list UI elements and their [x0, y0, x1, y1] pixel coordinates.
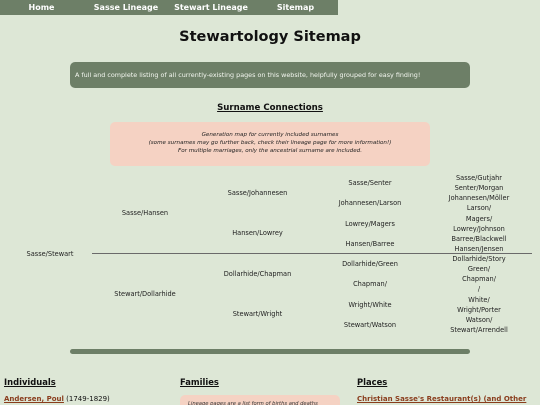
nav-sasse-lineage[interactable]: Sasse Lineage — [93, 3, 159, 12]
tree-gen2-node[interactable]: Stewart/Dollarhide — [114, 290, 176, 298]
tree-gen5-node[interactable]: Green/ — [467, 265, 491, 273]
tree-gen4-node[interactable]: Sasse/Senter — [348, 179, 392, 187]
places-heading: Places — [357, 377, 388, 387]
tree-gen4-node[interactable]: Johannesen/Larson — [338, 199, 402, 207]
tree-gen5-node[interactable]: / — [477, 285, 481, 293]
tree-gen4-node[interactable]: Hansen/Barree — [345, 240, 395, 248]
note-line: (some surnames may go further back, check their lineage page for more information!) — [148, 140, 392, 146]
tree-gen5-node[interactable]: Larson/ — [466, 204, 492, 212]
tree-gen5-node[interactable]: Barree/Blackwell — [451, 235, 507, 243]
tree-gen5-node[interactable]: Stewart/Arrendell — [450, 326, 508, 334]
place-link[interactable]: Christian Sasse's Restaurant(s) (and Other — [357, 395, 527, 403]
note-line: For multiple marriages, only the ancestrial surname are included. — [178, 148, 362, 154]
tree-gen5-node[interactable]: Magers/ — [465, 215, 493, 223]
tree-gen5-node[interactable]: Hansen/Jensen — [454, 245, 504, 253]
tree-gen5-node[interactable]: Watson/ — [465, 316, 493, 324]
nav-sitemap[interactable]: Sitemap — [276, 3, 315, 12]
section-divider — [70, 349, 470, 354]
tree-gen5-node[interactable]: Lowrey/Johnson — [453, 225, 505, 233]
tree-gen4-node[interactable]: Dollarhide/Green — [342, 260, 398, 268]
tree-gen4-node[interactable]: Wright/White — [348, 301, 392, 309]
individual-entry — [4, 395, 110, 403]
tree-gen3-node[interactable]: Sasse/Johannesen — [227, 189, 288, 197]
note-line: Generation map for currently included surnames — [201, 132, 339, 138]
tree-gen4-node[interactable]: Stewart/Watson — [343, 321, 397, 329]
individuals-heading: Individuals — [4, 377, 56, 387]
families-heading: Families — [180, 377, 219, 387]
tree-gen5-node[interactable]: Senter/Morgan — [454, 184, 504, 192]
tree-midline — [92, 253, 532, 254]
tree-root[interactable]: Sasse/Stewart — [26, 250, 74, 258]
tree-gen5-node[interactable]: Dollarhide/Story — [452, 255, 506, 263]
families-note: Lineage pages are a list form of births and deaths — [188, 401, 318, 405]
tree-gen4-node[interactable]: Chapman/ — [353, 280, 387, 288]
surname-connections-title: Surname Connections — [217, 103, 323, 113]
nav-home[interactable]: Home — [28, 3, 55, 12]
tree-gen3-node[interactable]: Stewart/Wright — [232, 310, 283, 318]
intro-text: A full and complete listing of all currently-existing pages on this website, helpfully grouped for easy finding! — [75, 71, 421, 79]
tree-gen5-node[interactable]: Chapman/ — [462, 275, 496, 283]
tree-gen5-node[interactable]: White/ — [468, 296, 490, 304]
tree-gen3-node[interactable]: Hansen/Lowrey — [232, 229, 283, 237]
tree-gen5-node[interactable]: Wright/Porter — [457, 306, 501, 314]
tree-gen5-node[interactable]: Johannesen/Möller — [448, 194, 510, 202]
nav-stewart-lineage[interactable]: Stewart Lineage — [174, 3, 248, 12]
individual-dates: (1749-1829) — [66, 395, 110, 403]
page-title: Stewartology Sitemap — [179, 29, 361, 45]
families-note-box — [180, 395, 340, 405]
individual-link[interactable]: Andersen, Poul — [4, 395, 64, 403]
tree-gen2-node[interactable]: Sasse/Hansen — [121, 209, 169, 217]
tree-gen4-node[interactable]: Lowrey/Magers — [345, 220, 395, 228]
tree-gen3-node[interactable]: Dollarhide/Chapman — [223, 270, 292, 278]
tree-gen5-node[interactable]: Sasse/Gutjahr — [455, 174, 502, 182]
